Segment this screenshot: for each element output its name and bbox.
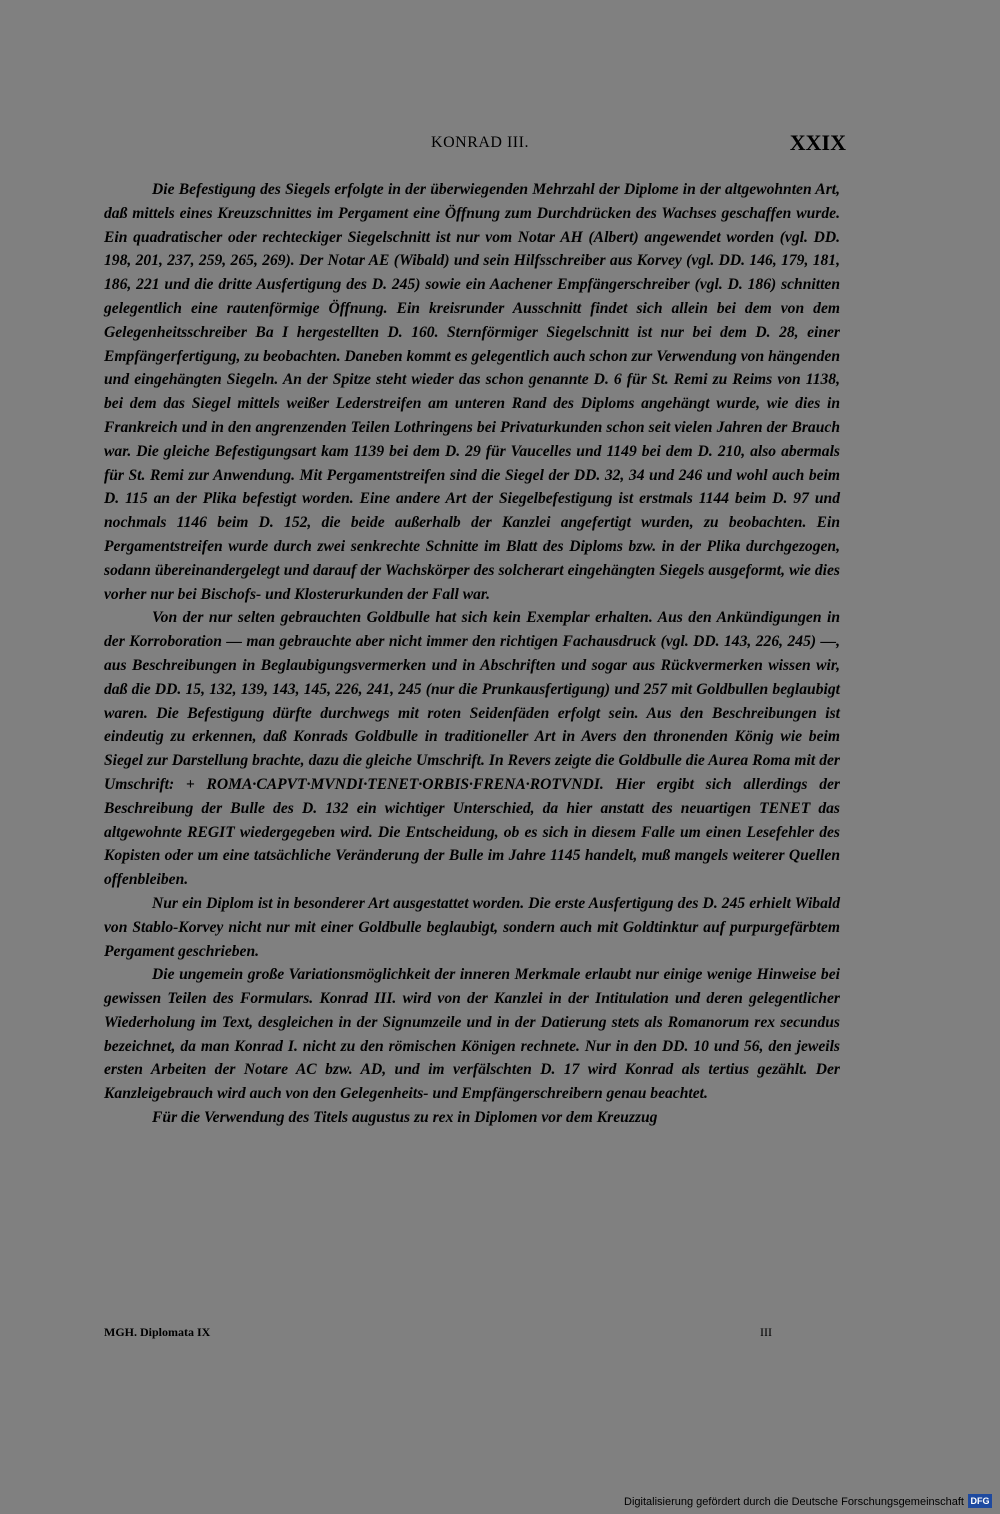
- paragraph: Die ungemein große Variationsmöglichkeit der inneren Merkmale erlaubt nur einige wenige Hinweise bei gewissen Teilen des Formulars. Konrad III. wird von der Kanzlei in der Intitulation und deren gelegentlicher Wiederholung im Text, desgleichen in der Signumzeile und in der Datierung stets als Romanorum rex secundus bezeichnet, da man Konrad I. nicht zu den römischen Königen rechnete. Nur in den DD. 10 und 56, den jeweils ersten Arbeiten der Notare AC bzw. AD, und im verfälschten D. 17 wird Konrad als tertius gezählt. Der Kanzleigebrauch wird auch von den Gelegenheits- und Empfängerschreibern genau beachtet.: [104, 966, 840, 1103]
- paragraph: Nur ein Diplom ist in besonderer Art ausgestattet worden. Die erste Ausfertigung des D. 245 erhielt Wibald von Stablo-Korvey nicht nur mit einer Goldbulle beglaubigt, sondern auch mit Goldtinktur auf purpurgefärbtem Pergament geschrieben.: [104, 894, 840, 960]
- running-title: KONRAD III.: [431, 134, 529, 151]
- footer-series: MGH. Diplomata IX: [104, 1325, 211, 1339]
- paragraph: Die Befestigung des Siegels erfolgte in der überwiegenden Mehrzahl der Diplome in der altgewohnten Art, daß mittels eines Kreuzschnittes im Pergament eine Öffnung zum Durchdrücken des Wachses geschaffen wurde. Ein quadratischer oder rechteckiger Siegelschnitt ist nur vom Notar AH (Albert) angewendet worden (vgl. DD. 198, 201, 237, 259, 265, 269). Der Notar AE (Wibald) und sein Hilfsschreiber aus Korvey (vgl. DD. 146, 179, 181, 186, 221 und die dritte Ausfertigung des D. 245) sowie ein Aachener Empfängerschreiber (vgl. D. 186) schnitten gelegentlich eine rautenförmige Öffnung. Ein kreisrunder Ausschnitt findet sich allein bei dem von dem Gelegenheitsschreiber Ba I hergestellten D. 160. Sternförmiger Siegelschnitt ist nur bei dem D. 28, einer Empfängerfertigung, zu beobachten. Daneben kommt es gelegentlich auch schon zur Verwendung von hängenden und eingehängten Siegeln. An der Spitze steht wieder das schon genannte D. 6 für St. Remi zu Reims von 1138, bei dem das Siegel mittels weißer Lederstreifen am unteren Rand des Diploms angehängt wurde, wie dies in Frankreich und in den angrenzenden Teilen Lothringens bei Privaturkunden schon seit vielen Jahren der Brauch war. Die gleiche Befestigungsart kam 1139 bei dem D. 29 für Vaucelles und 1149 bei dem D. 210, also abermals für St. Remi zur Anwendung. Mit Pergamentstreifen sind die Siegel der DD. 32, 34 und 246 und wohl auch beim D. 115 an der Plika befestigt worden. Eine andere Art der Siegelbefestigung ist erstmals 1144 beim D. 97 und nochmals 1146 beim D. 152, die beide außerhalb der Kanzlei angefertigt wurden, zu beobachten. Ein Pergamentstreifen wurde durch zwei senkrechte Schnitte im Blatt des Diploms bzw. in der Plika durchgezogen, sodann übereinandergelegt und darauf der Wachskörper des solcherart eingehängten Siegels ausgeformt, wie dies vorher nur bei Bischofs- und Klosterurkunden der Fall war.: [104, 181, 840, 603]
- paragraph: Für die Verwendung des Titels augustus zu rex in Diplomen vor dem Kreuzzug: [152, 1109, 658, 1127]
- body-text: [104, 178, 840, 1130]
- dfg-logo-icon: DFG: [968, 1494, 992, 1508]
- credit-text: Digitalisierung gefördert durch die Deutsche Forschungsgemeinschaft: [624, 1496, 964, 1508]
- page-number-roman: XXIX: [789, 130, 846, 155]
- paragraph: Von der nur selten gebrauchten Goldbulle hat sich kein Exemplar erhalten. Aus den Ankündigungen in der Korroboration — man gebrauchte aber nicht immer den richtigen Fachausdruck (vgl. DD. 143, 226, 245) —, aus Beschreibungen in Beglaubigungsvermerken und in Abschriften und sogar aus Rückvermerken wissen wir, daß die DD. 15, 132, 139, 143, 145, 226, 241, 245 (nur die Prunkausfertigung) und 257 mit Goldbullen beglaubigt waren. Die Befestigung dürfte durchwegs mit roten Seidenfäden erfolgt sein. Aus den Beschreibungen ist eindeutig zu erkennen, daß Konrads Goldbulle in traditioneller Art in Avers den thronenden König wie beim Siegel zur Darstellung brachte, dazu die gleiche Umschrift. In Revers zeigte die Goldbulle die Aurea Roma mit der Umschrift: + ROMA·CAPVT·MVNDI·TENET·ORBIS·FRENA·ROTVNDI. Hier ergibt sich allerdings der Beschreibung der Bulle des D. 132 ein wichtiger Unterschied, da hier anstatt des neuartigen TENET das altgewohnte REGIT wiedergegeben wird. Die Entscheidung, ob es sich in diesem Falle um einen Lesefehler des Kopisten oder um eine tatsächliche Veränderung der Bulle im Jahre 1145 handelt, muß mangels weiterer Quellen offenbleiben.: [104, 609, 840, 889]
- footer-signature: III: [760, 1325, 772, 1339]
